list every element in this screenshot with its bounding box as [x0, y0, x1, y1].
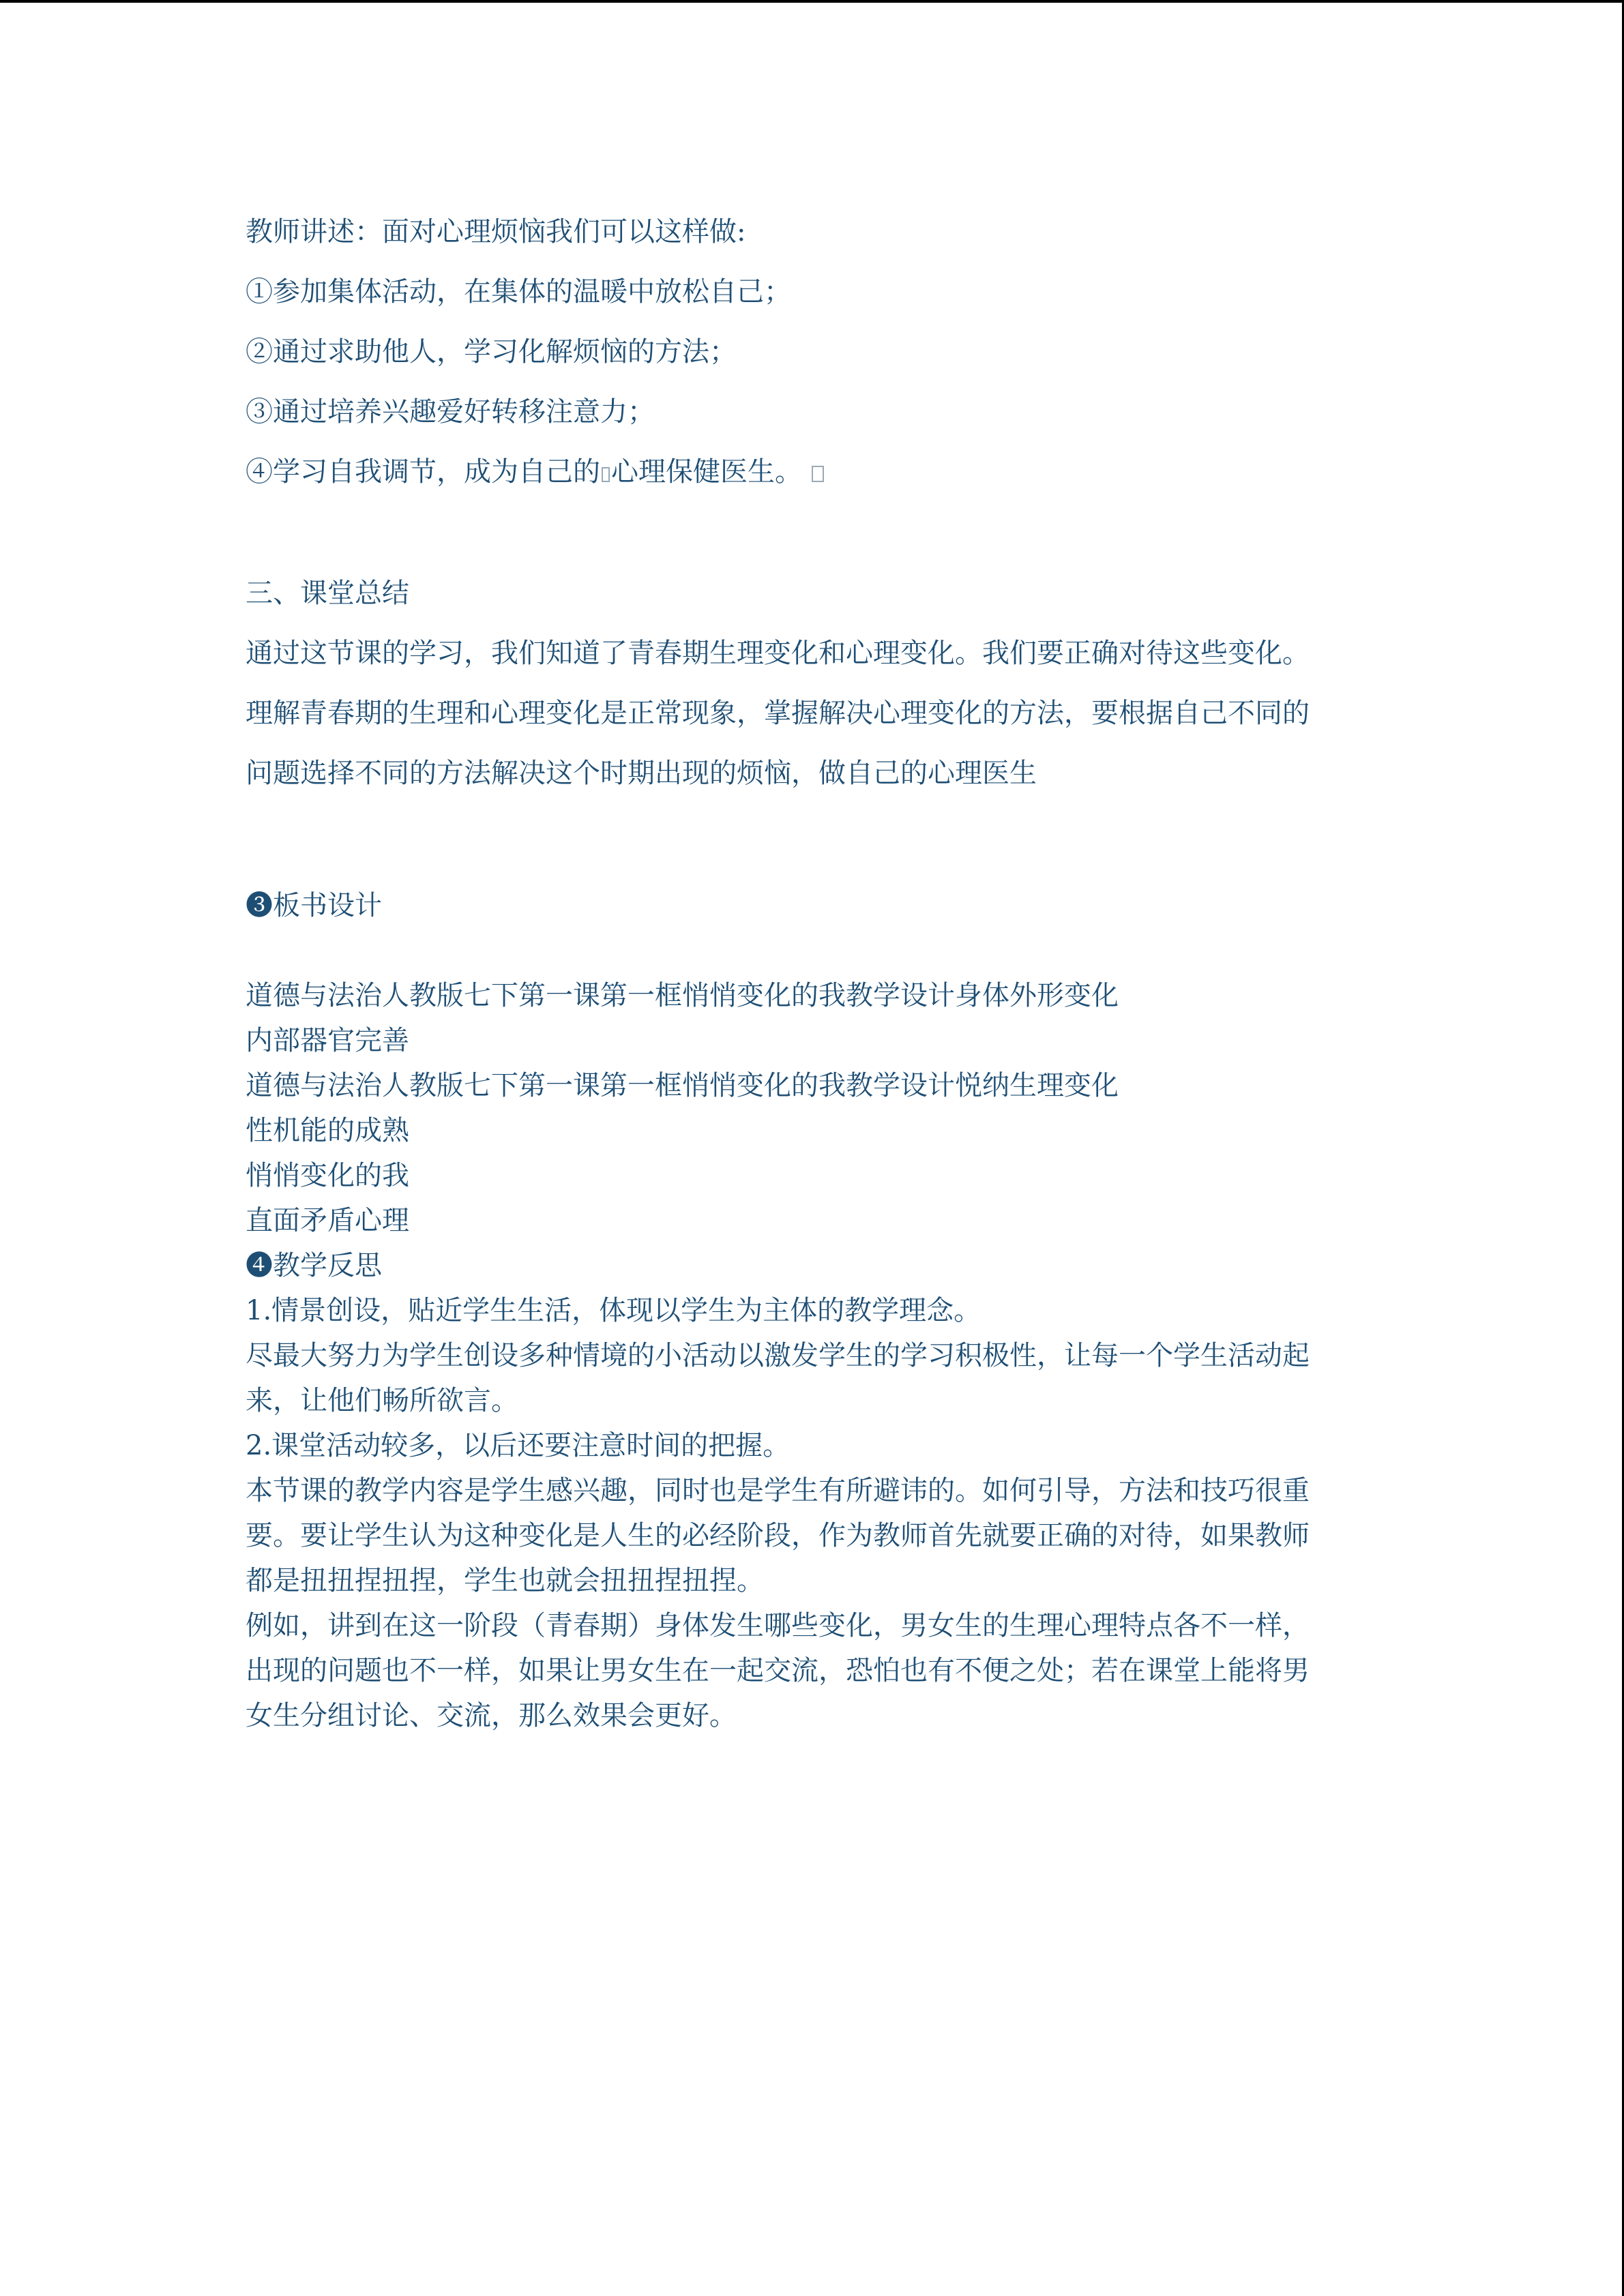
board-heading: ❸板书设计: [246, 890, 382, 921]
reflection-line-9: 出现的问题也不一样，如果让男女生在一起交流，恐怕也有不便之处；若在课堂上能将男: [246, 1655, 1310, 1686]
board-line-2: 内部器官完善: [246, 1025, 409, 1056]
missing-glyph-icon: [602, 467, 610, 482]
board-line-4: 性机能的成熟: [246, 1115, 409, 1146]
method-item-3: ③通过培养兴趣爱好转移注意力；: [246, 396, 655, 428]
reflection-line-8: 例如，讲到在这一阶段（青春期）身体发生哪些变化，男女生的生理心理特点各不一样，: [246, 1610, 1310, 1641]
missing-glyph-icon: [812, 466, 824, 482]
method-item-2: ②通过求助他人，学习化解烦恼的方法；: [246, 336, 737, 368]
reflection-line-7: 都是扭扭捏扭捏，学生也就会扭扭捏扭捏。: [246, 1565, 764, 1596]
method-item-4: [246, 456, 827, 488]
reflection-line-1: 1.情景创设，贴近学生生活，体现以学生为主体的教学理念。: [246, 1295, 981, 1326]
page-top-border: [0, 0, 1624, 3]
reflection-heading: ❹教学反思: [246, 1250, 382, 1281]
summary-heading: 三、课堂总结: [246, 578, 409, 609]
reflection-line-3: 来，让他们畅所欲言。: [246, 1385, 518, 1416]
board-line-6: 直面矛盾心理: [246, 1205, 409, 1236]
board-line-3: 道德与法治人教版七下第一课第一框悄悄变化的我教学设计悦纳生理变化: [246, 1070, 1119, 1101]
board-line-5: 悄悄变化的我: [246, 1160, 409, 1191]
reflection-line-6: 要。要让学生认为这种变化是人生的必经阶段，作为教师首先就要正确的对待，如果教师: [246, 1520, 1310, 1551]
summary-line-3: 问题选择不同的方法解决这个时期出现的烦恼，做自己的心理医生: [246, 758, 1037, 789]
reflection-line-5: 本节课的教学内容是学生感兴趣，同时也是学生有所避讳的。如何引导，方法和技巧很重: [246, 1475, 1310, 1506]
reflection-line-2: 尽最大努力为学生创设多种情境的小活动以激发学生的学习积极性，让每一个学生活动起: [246, 1340, 1310, 1371]
method-item-1: ①参加集体活动，在集体的温暖中放松自己；: [246, 276, 791, 308]
methods-intro: 教师讲述：面对心理烦恼我们可以这样做:: [246, 216, 746, 248]
board-line-1: 道德与法治人教版七下第一课第一框悄悄变化的我教学设计身体外形变化: [246, 980, 1119, 1011]
summary-line-2: 理解青春期的生理和心理变化是正常现象，掌握解决心理变化的方法，要根据自己不同的: [246, 698, 1310, 729]
method-item-4-part2: 心理保健医生。: [611, 456, 802, 488]
method-item-4-part1: ④学习自我调节，成为自己的: [246, 456, 600, 488]
summary-line-1: 通过这节课的学习，我们知道了青春期生理变化和心理变化。我们要正确对待这些变化。: [246, 638, 1310, 669]
reflection-line-10: 女生分组讨论、交流，那么效果会更好。: [246, 1700, 737, 1731]
reflection-line-4: 2.课堂活动较多，以后还要注意时间的把握。: [246, 1430, 791, 1461]
